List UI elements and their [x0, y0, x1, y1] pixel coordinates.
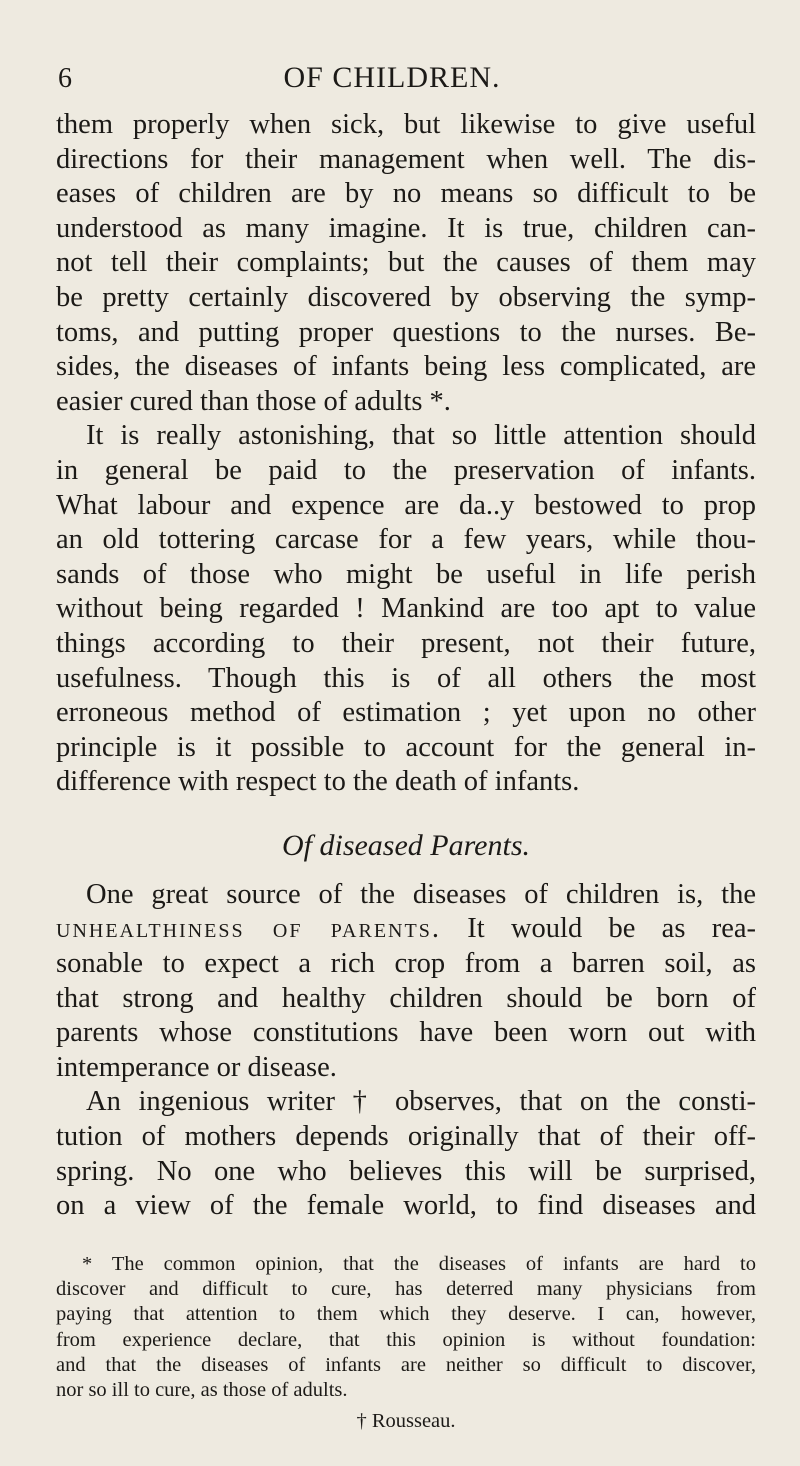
running-title: OF CHILDREN.	[283, 61, 501, 94]
text-line: principle is it possible to account for the general in-	[56, 731, 756, 763]
text-line: not tell their complaints; but the causes of them may	[56, 247, 756, 279]
text-line: erroneous method of estimation ; yet upon no other	[56, 697, 756, 729]
text-line: One great source of the diseases of children is, the	[86, 878, 756, 910]
footnote-line: paying that attention to them which they deserve. I can, however,	[56, 1303, 756, 1326]
text-line: on a view of the female world, to find diseases and	[56, 1190, 756, 1222]
footnote-line: nor so ill to cure, as those of adults.	[56, 1379, 348, 1402]
page-number: 6	[58, 63, 72, 94]
text-line: be pretty certainly discovered by observing the symp-	[56, 281, 756, 313]
text-line: an old tottering carcase for a few years, while thou-	[56, 524, 756, 556]
text-line: directions for their management when well. The dis-	[56, 143, 756, 175]
text-line: difference with respect to the death of infants.	[56, 766, 580, 798]
text-line: easier cured than those of adults *.	[56, 385, 451, 417]
text-line: intemperance or disease.	[56, 1051, 337, 1083]
paragraph-3	[56, 878, 756, 1086]
footnote-line: and that the diseases of infants are neither so difficult to discover,	[56, 1353, 756, 1376]
text-fragment: It would be as rea-	[440, 913, 756, 945]
footnote-line: from experience declare, that this opinion is without foundation:	[56, 1328, 756, 1351]
body-text	[56, 108, 756, 1224]
text-line: What labour and expence are da..y bestowed to prop	[56, 489, 756, 521]
footnote-line: * The common opinion, that the diseases of infants are hard to	[82, 1253, 756, 1275]
paragraph-2	[56, 419, 756, 800]
text-line: without being regarded ! Mankind are too apt to value	[56, 593, 756, 625]
text-line: sands of those who might be useful in life perish	[56, 558, 756, 590]
text-line: toms, and putting proper questions to the nurses. Be-	[56, 316, 756, 348]
text-line: in general be paid to the preservation of infants.	[56, 454, 756, 486]
text-line: An ingenious writer † observes, that on the consti-	[86, 1086, 756, 1118]
footnote-1	[56, 1252, 756, 1403]
text-line: sonable to expect a rich crop from a barren soil, as	[56, 948, 756, 980]
text-line: usefulness. Though this is of all others the most	[56, 662, 756, 694]
footnote-2: † Rousseau.	[356, 1410, 456, 1433]
text-line: tution of mothers depends originally that of their off-	[56, 1121, 756, 1153]
text-line: spring. No one who believes this will be surprised,	[56, 1155, 756, 1187]
paragraph-4	[56, 1085, 756, 1223]
footnote-line: discover and difficult to cure, has deterred many physicians from	[56, 1278, 756, 1301]
text-line	[56, 912, 756, 947]
paragraph-1	[56, 108, 756, 419]
text-line: them properly when sick, but likewise to give useful	[56, 109, 756, 140]
text-line: eases of children are by no means so difficult to be	[56, 178, 756, 210]
text-line: sides, the diseases of infants being less complicated, are	[56, 351, 756, 383]
footnotes	[56, 1252, 756, 1434]
text-line: It is really astonishing, that so little attention should	[86, 420, 756, 452]
text-line: things according to their present, not their future,	[56, 627, 756, 659]
text-line: parents whose constitutions have been worn out with	[56, 1017, 756, 1049]
text-line: that strong and healthy children should be born of	[56, 982, 756, 1014]
text-line: understood as many imagine. It is true, children can-	[56, 212, 756, 244]
running-head	[32, 44, 752, 94]
smallcaps-phrase: unhealthiness of parents.	[56, 913, 441, 945]
section-heading: Of diseased Parents.	[281, 828, 531, 862]
